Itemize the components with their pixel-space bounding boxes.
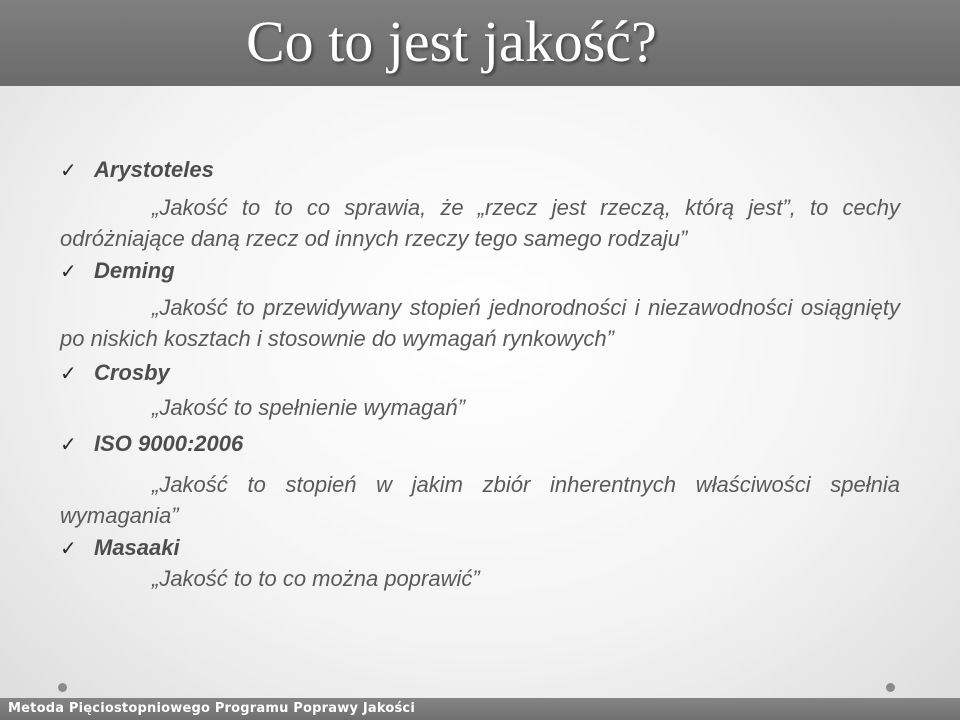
item-heading-label: Arystoteles	[94, 157, 214, 182]
item-heading-label: ISO 9000:2006	[94, 431, 244, 456]
footer-text: Metoda Pięciostopniowego Programu Poprawy Jakości	[8, 701, 415, 716]
item-heading-crosby	[60, 358, 900, 388]
footer-bar	[0, 698, 960, 720]
item-quote-crosby: „Jakość to spełnienie wymagań”	[152, 395, 466, 420]
slide-content	[60, 155, 900, 594]
item-heading-deming	[60, 256, 900, 286]
check-icon: ✓	[60, 158, 77, 182]
item-quote-masaaki: „Jakość to to co można poprawić”	[152, 566, 480, 591]
item-quote-iso: „Jakość to stopień w jakim zbiór inherentnych właściwości spełnia wymagania”	[60, 472, 900, 528]
slide-title: Co to jest jakość?	[246, 9, 657, 74]
check-icon: ✓	[60, 259, 77, 283]
check-icon: ✓	[60, 432, 77, 456]
decorative-dot-left	[58, 683, 67, 692]
item-quote-deming: „Jakość to przewidywany stopień jednorodności i niezawodności osiągnięty po niskich kosztach i stosownie do wymagań rynkowych”	[60, 295, 900, 351]
check-icon: ✓	[60, 361, 77, 385]
item-heading-label: Deming	[94, 258, 175, 283]
item-heading-label: Crosby	[94, 360, 170, 385]
item-heading-iso	[60, 429, 900, 459]
check-icon: ✓	[60, 536, 77, 560]
item-heading-arystoteles	[60, 155, 900, 185]
decorative-dot-right	[886, 683, 895, 692]
item-heading-label: Masaaki	[94, 535, 180, 560]
item-heading-masaaki	[60, 533, 900, 563]
item-quote-arystoteles: „Jakość to to co sprawia, że „rzecz jest rzeczą, którą jest”, to cechy odróżniające daną rzecz od innych rzeczy tego samego rodzaju”	[60, 195, 900, 251]
